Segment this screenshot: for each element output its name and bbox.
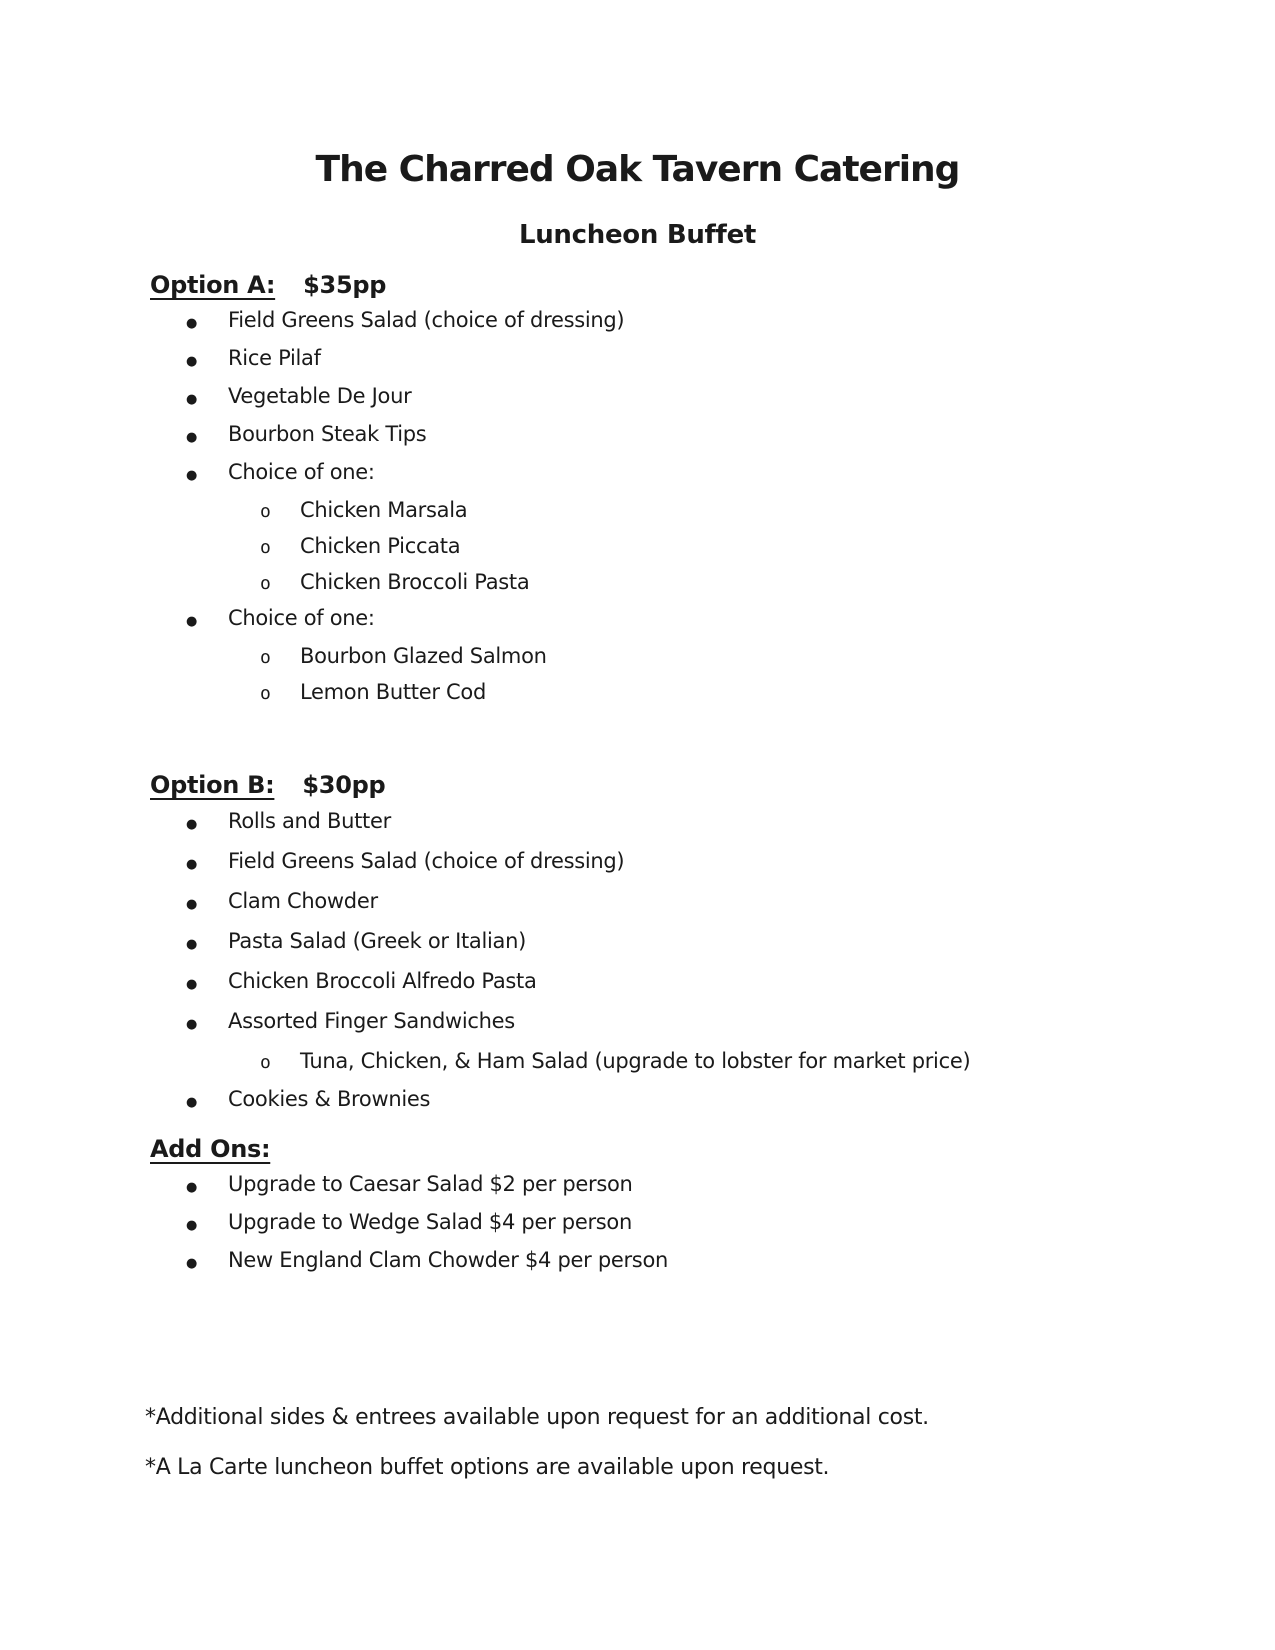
page-subtitle: Luncheon Buffet	[518, 220, 757, 250]
bullet-icon: ●	[186, 1218, 198, 1233]
section-heading-option-a	[150, 267, 1275, 303]
list-item-label: Chicken Broccoli Pasta	[300, 570, 530, 594]
bullet-icon: ●	[186, 977, 198, 992]
list-item-label: Cookies & Brownies	[228, 1087, 431, 1111]
page-title: The Charred Oak Tavern Catering	[315, 149, 960, 190]
list-item	[0, 639, 1275, 675]
list-item-label: Chicken Piccata	[300, 534, 461, 558]
bullet-icon: ●	[186, 468, 198, 483]
list-item-label: Clam Chowder	[228, 889, 378, 913]
section-heading-option-b	[150, 767, 1275, 803]
bullet-icon: ●	[186, 897, 198, 912]
list-item-label: Vegetable De Jour	[228, 384, 412, 408]
list-item-label: Lemon Butter Cod	[300, 680, 486, 704]
list-item-label: Assorted Finger Sandwiches	[228, 1009, 515, 1033]
bullet-icon: ●	[186, 1017, 198, 1032]
circle-bullet-icon: o	[260, 1052, 271, 1073]
section-price: $30pp	[302, 771, 386, 799]
circle-bullet-icon: o	[260, 537, 271, 558]
circle-bullet-icon: o	[260, 647, 271, 668]
bullet-icon: ●	[186, 857, 198, 872]
list-item-label: Tuna, Chicken, & Ham Salad (upgrade to lobster for market price)	[300, 1049, 971, 1073]
footnote: *A La Carte luncheon buffet options are available upon request.	[145, 1455, 830, 1480]
list-item	[0, 963, 1275, 1003]
list-item	[0, 1081, 1275, 1121]
list-item-label: Field Greens Salad (choice of dressing)	[228, 308, 625, 332]
list-item	[0, 379, 1275, 417]
list-item	[0, 529, 1275, 565]
list-item	[0, 1043, 1275, 1081]
list-item-label: Rice Pilaf	[228, 346, 321, 370]
list-item-label: Field Greens Salad (choice of dressing)	[228, 849, 625, 873]
section-heading-add-ons	[150, 1131, 1275, 1167]
bullet-icon: ●	[186, 1095, 198, 1110]
list-item	[0, 1205, 1275, 1243]
list-item	[0, 601, 1275, 639]
list-item	[0, 883, 1275, 923]
list-item-label: Chicken Marsala	[300, 498, 468, 522]
circle-bullet-icon: o	[260, 573, 271, 594]
section-heading-label: Option A:	[150, 271, 276, 299]
circle-bullet-icon: o	[260, 683, 271, 704]
list-item	[0, 675, 1275, 711]
list-item-label: Bourbon Glazed Salmon	[300, 644, 547, 668]
list-item	[0, 455, 1275, 493]
list-item	[0, 1167, 1275, 1205]
bullet-icon: ●	[186, 430, 198, 445]
list-item-label: Upgrade to Wedge Salad $4 per person	[228, 1210, 632, 1234]
bullet-icon: ●	[186, 937, 198, 952]
list-item	[0, 303, 1275, 341]
list-item-label: Upgrade to Caesar Salad $2 per person	[228, 1172, 633, 1196]
list-item	[0, 341, 1275, 379]
list-item	[0, 565, 1275, 601]
circle-bullet-icon: o	[260, 501, 271, 522]
list-item-label: Pasta Salad (Greek or Italian)	[228, 929, 527, 953]
list-item	[0, 1003, 1275, 1043]
list-item	[0, 923, 1275, 963]
section-heading-label: Add Ons:	[150, 1135, 271, 1163]
option-a-list	[0, 303, 1275, 711]
list-item-label: New England Clam Chowder $4 per person	[228, 1248, 668, 1272]
section-heading-label: Option B:	[150, 771, 275, 799]
list-item-label: Choice of one:	[228, 606, 375, 630]
list-item	[0, 493, 1275, 529]
list-item	[0, 803, 1275, 843]
list-item-label: Chicken Broccoli Alfredo Pasta	[228, 969, 537, 993]
bullet-icon: ●	[186, 392, 198, 407]
footnote: *Additional sides & entrees available upon request for an additional cost.	[145, 1405, 929, 1430]
bullet-icon: ●	[186, 354, 198, 369]
bullet-icon: ●	[186, 316, 198, 331]
option-b-list	[0, 803, 1275, 1121]
list-item	[0, 1243, 1275, 1281]
list-item-label: Rolls and Butter	[228, 809, 391, 833]
add-ons-list	[0, 1167, 1275, 1281]
bullet-icon: ●	[186, 614, 198, 629]
list-item-label: Bourbon Steak Tips	[228, 422, 427, 446]
list-item	[0, 417, 1275, 455]
bullet-icon: ●	[186, 1180, 198, 1195]
list-item	[0, 843, 1275, 883]
list-item-label: Choice of one:	[228, 460, 375, 484]
section-price: $35pp	[303, 271, 387, 299]
bullet-icon: ●	[186, 1256, 198, 1271]
bullet-icon: ●	[186, 817, 198, 832]
